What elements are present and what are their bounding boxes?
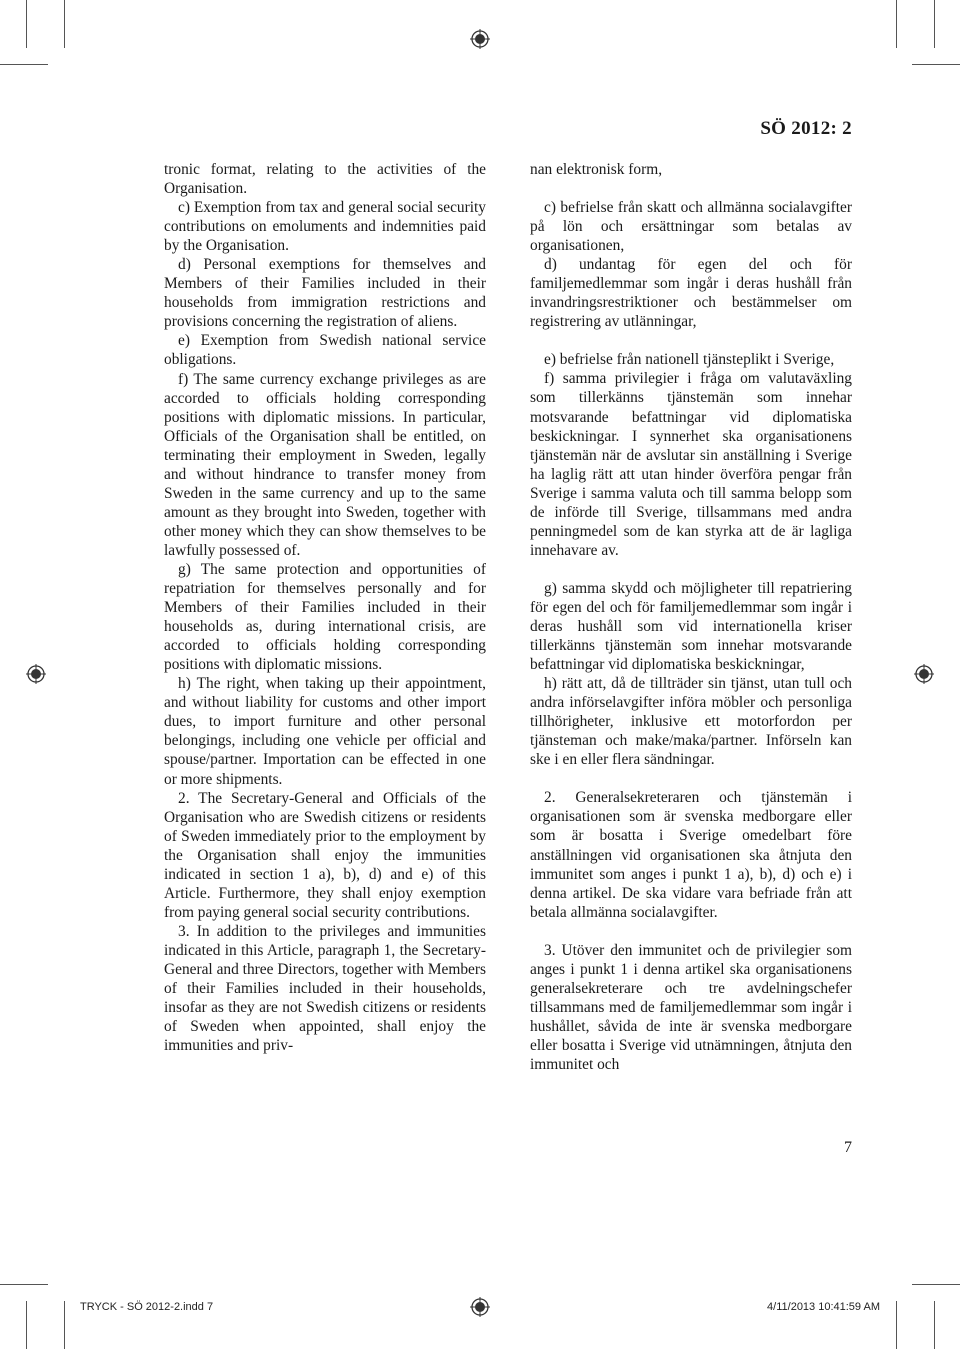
crop-mark xyxy=(934,1301,935,1349)
paragraph: 2. The Secretary-General and Officials of the Organisation who are Swedish citizens or residents of Sweden immediately prior to the employment by the Organisation shall enjoy the immunities indicated in section 1 a), b), d) and e) of this Article. Furthermore, they shall enjoy exemption from paying general social security contributions. xyxy=(164,789,486,921)
registration-mark-icon xyxy=(470,29,490,49)
crop-mark xyxy=(64,1301,65,1349)
paragraph: f) The same currency exchange privileges as are accorded to officials holding corresponding positions with diplomatic missions. In particular, Officials of the Organisation shall be entitled, on terminating their employment in Sweden, legally and without hindrance to transfer money from Sweden in the same currency and up to the same amount as they brought into Sweden, together with other money which they can show themselves to be lawfully possessed of. xyxy=(164,370,486,559)
crop-mark xyxy=(912,1284,960,1285)
crop-mark xyxy=(26,0,27,48)
page-number: 7 xyxy=(844,1139,852,1156)
document-code: SÖ 2012: 2 xyxy=(760,118,852,139)
paragraph: f) samma privilegier i fråga om valutaväxling som tillerkänns tjänstemän som innehar motsvarande befattningar vid diplomatiska beskickningar. I synnerhet ska organisationens tjänstemän när de avslutar sin anställning i Sverige ha laglig rätt att utan hinder överföra pengar från Sverige i samma valuta och till samma belopp som de införde till Sverige, tillsammans med andra penningmedel som de kan styrka att de är lagliga innehavare av. xyxy=(530,370,852,559)
paragraph: h) rätt att, då de tillträder sin tjänst, utan tull och andra införselavgifter införa möbler och personliga tillhörigheter, inklusive ett motorfordon per tjänsteman och make/maka/partner. Införseln kan ske i en eller flera sändningar. xyxy=(530,675,852,769)
crop-mark xyxy=(934,0,935,48)
crop-mark xyxy=(64,0,65,48)
paragraph: c) befrielse från skatt och allmänna socialavgifter på lön och ersättningar som betalas av organisationen, xyxy=(530,199,852,255)
swedish-column xyxy=(530,160,852,1074)
paragraph: g) The same protection and opportunities of repatriation for themselves personally and for Members of their Families included in their households as, during international crisis, are accorded to officials holding corresponding positions with diplomatic missions. xyxy=(164,560,486,674)
print-slug-timestamp: 4/11/2013 10:41:59 AM xyxy=(767,1301,880,1313)
paragraph: 3. In addition to the privileges and immunities indicated in this Article, paragraph 1, the Secretary-General and three Directors, together with Members of their Families included in their households, insofar as they are not Swedish citizens or residents of Sweden when appointed, shall enjoy the immunities and priv- xyxy=(164,922,486,1055)
crop-mark xyxy=(896,1301,897,1349)
crop-mark xyxy=(0,64,48,65)
paragraph: d) Personal exemptions for themselves and Members of their Families included in their households from immigration restrictions and provisions concerning the registration of aliens. xyxy=(164,256,486,331)
crop-mark xyxy=(26,1301,27,1349)
crop-mark xyxy=(0,1284,48,1285)
paragraph: nan elektronisk form, xyxy=(530,161,663,178)
paragraph: g) samma skydd och möjligheter till repatriering för egen del och för familjemedlemmar som ingår i deras hushåll som vid internationella kriser tillerkänns tjänstemän som innehar motsvarande befattningar vid diplomatiska beskickningar, xyxy=(530,579,852,674)
registration-mark-icon xyxy=(470,1297,490,1317)
crop-mark xyxy=(896,0,897,48)
paragraph: c) Exemption from tax and general social security contributions on emoluments and indemnities paid by the Organisation. xyxy=(164,199,486,255)
print-slug-file: TRYCK - SÖ 2012-2.indd 7 xyxy=(80,1301,214,1313)
paragraph: h) The right, when taking up their appointment, and without liability for customs and other import dues, to import furniture and other personal belongings, including one vehicle per official and spouse/partner. Importation can be effected in one or more shipments. xyxy=(164,675,486,788)
crop-mark xyxy=(912,64,960,65)
paragraph: e) Exemption from Swedish national service obligations. xyxy=(164,332,486,369)
paragraph: tronic format, relating to the activities of the Organisation. xyxy=(164,161,486,198)
paragraph: e) befrielse från nationell tjänsteplikt i Sverige, xyxy=(544,351,835,369)
english-column xyxy=(164,160,486,1055)
registration-mark-icon xyxy=(26,664,46,684)
registration-mark-icon xyxy=(914,664,934,684)
paragraph: d) undantag för egen del och för familjemedlemmar som ingår i deras hushåll från invandringsrestriktioner och bestämmelser om registrering av utlänningar, xyxy=(530,256,852,331)
paragraph: 2. Generalsekreteraren och tjänstemän i organisationen som är svenska medborgare eller som är bosatta i Sverige omedelbart före anställningen vid organisationen ska åtnjuta den immunitet som anges i punkt 1 a), b), d) och e) i denna artikel. De ska vidare vara befriade från att betala allmänna socialavgifter. xyxy=(530,789,852,921)
paragraph: 3. Utöver den immunitet och de privilegier som anges i punkt 1 i denna artikel ska organisationens generalsekreterare och tre avdelningschefer tillsammans med de familjemedlemmar som ingår i hushållet, såvida de inte är svenska medborgare eller bosatta i Sverige vid utnämningen, åtnjuta den immunitet och xyxy=(530,941,852,1073)
